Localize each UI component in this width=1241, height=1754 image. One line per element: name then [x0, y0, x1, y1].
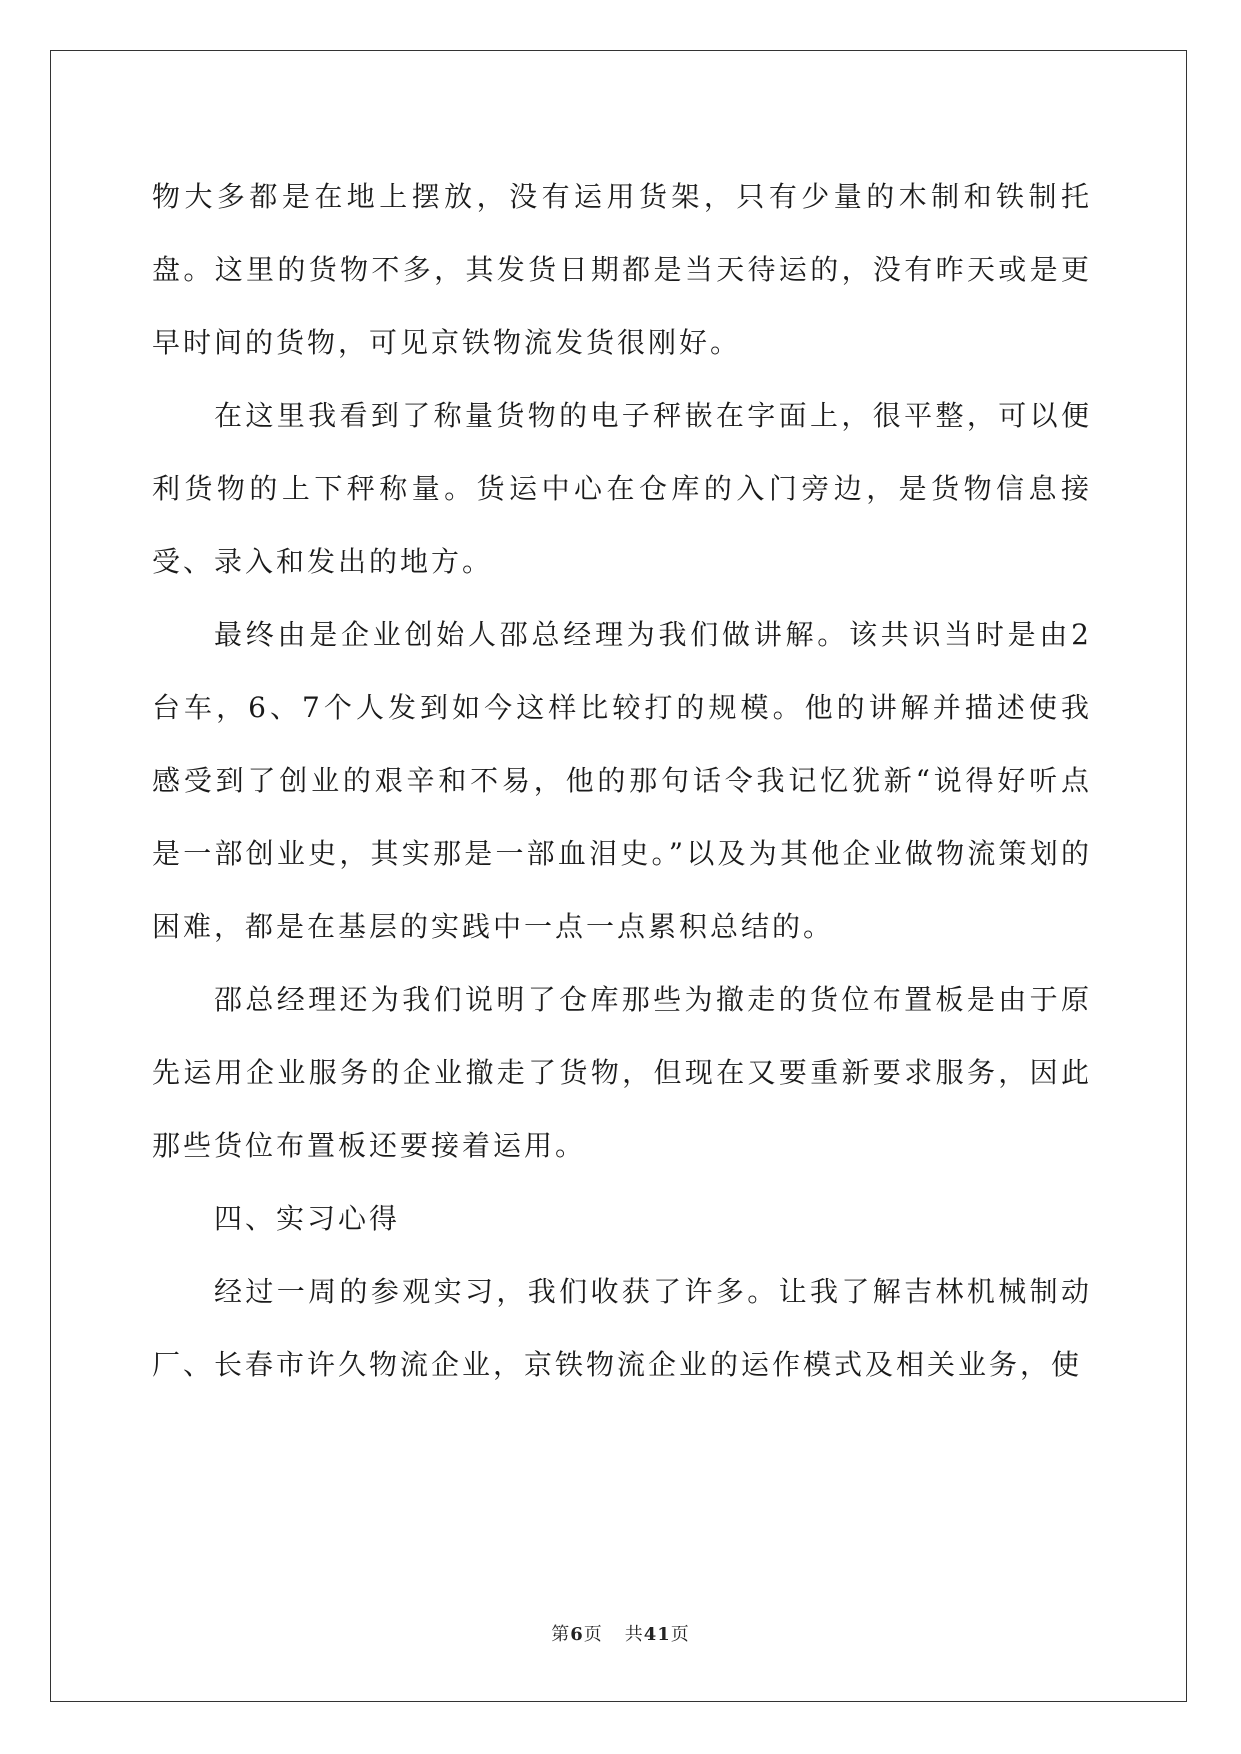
footer-page-number: 6: [570, 1624, 584, 1645]
paragraph-shelf-boards: 邵总经理还为我们说明了仓库那些为撤走的货位布置板是由于原先运用企业服务的企业撤走了货物，但现在又要重新要求服务，因此那些货位布置板还要接着运用。: [152, 983, 1092, 1162]
paragraph-founder-talk: 最终由是企业创始人邵总经理为我们做讲解。该共识当时是由2台车，6、7个人发到如今这样比较打的规模。他的讲解并描述使我感受到了创业的艰辛和不易，他的那句话令我记忆犹新“说得好听点是一部创业史，其实那是一部血泪史。”以及为其他企业做物流策划的困难，都是在基层的实践中一点一点累积总结的。: [152, 618, 1092, 943]
footer-total-suffix: 页: [670, 1624, 690, 1645]
footer-page-suffix: 页: [583, 1624, 603, 1645]
paragraph-scale: 在这里我看到了称量货物的电子秤嵌在字面上，很平整，可以便利货物的上下秤称量。货运中心在仓库的入门旁边，是货物信息接受、录入和发出的地方。: [152, 399, 1092, 578]
paragraph-continuation: 物大多都是在地上摆放，没有运用货架，只有少量的木制和铁制托盘。这里的货物不多，其发货日期都是当天待运的，没有昨天或是更早时间的货物，可见京铁物流发货很刚好。: [152, 180, 1092, 359]
footer-prefix: 第: [551, 1624, 571, 1645]
footer-total-pages: 41: [643, 1624, 671, 1645]
footer-total-prefix: 共: [624, 1624, 644, 1645]
section-heading: 四、实习心得: [214, 1202, 401, 1235]
paragraph-experience: 经过一周的参观实习，我们收获了许多。让我了解吉林机械制动厂、长春市许久物流企业，京铁物流企业的运作模式及相关业务，使: [152, 1275, 1092, 1381]
page-footer: [0, 1620, 1241, 1646]
document-body: [152, 160, 1092, 1401]
